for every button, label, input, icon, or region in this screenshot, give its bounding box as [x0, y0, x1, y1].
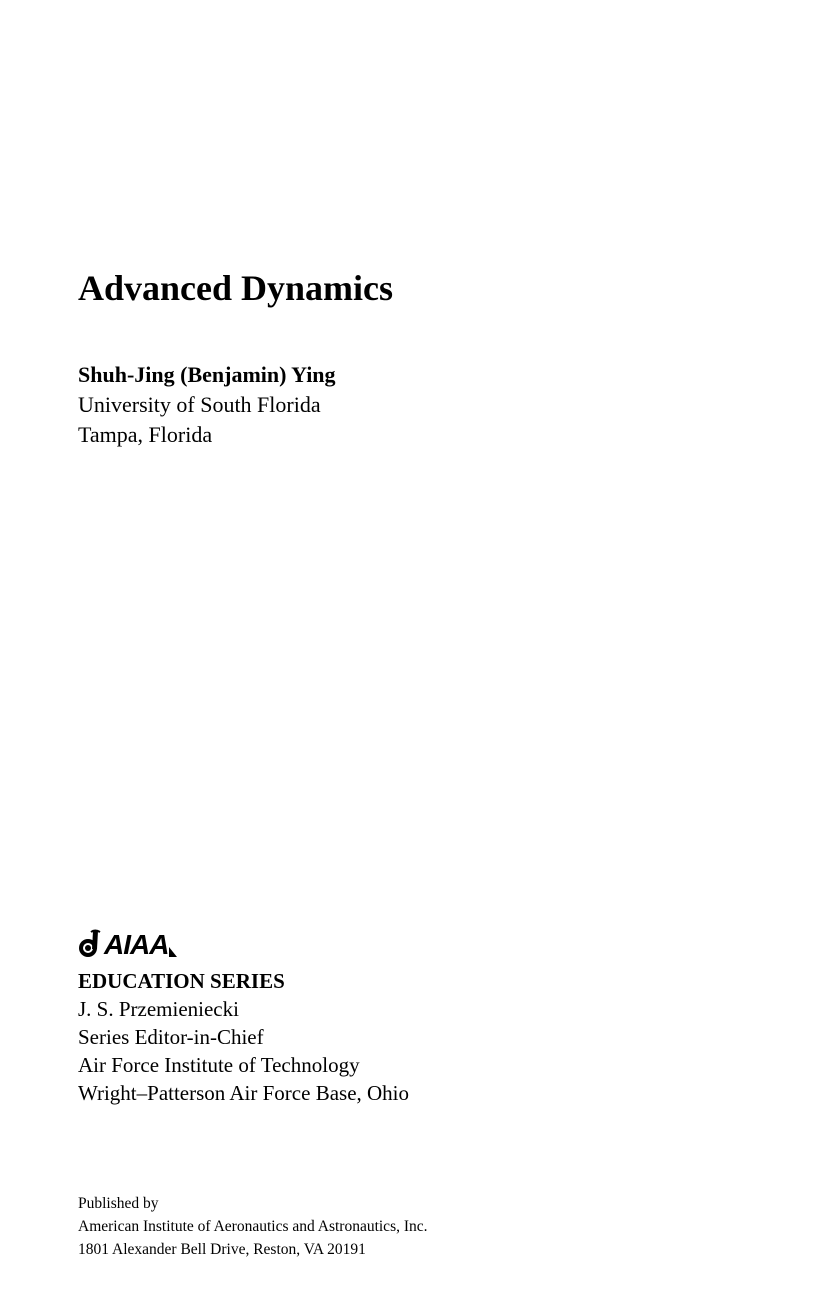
aiaa-logo	[78, 925, 409, 959]
publisher-address: 1801 Alexander Bell Drive, Reston, VA 20191	[78, 1241, 366, 1258]
publisher-label: Published by	[78, 1195, 159, 1212]
author-affiliation: University of South Florida	[78, 392, 321, 417]
book-title: Advanced Dynamics	[78, 268, 394, 308]
series-name: EDUCATION SERIES	[78, 969, 285, 993]
series-block	[78, 925, 409, 1107]
publisher-name: American Institute of Aeronautics and Astronautics, Inc.	[78, 1218, 428, 1235]
author-location: Tampa, Florida	[78, 422, 213, 447]
publisher-block	[78, 1192, 428, 1261]
series-editor-role: Series Editor-in-Chief	[78, 1025, 264, 1049]
author-block	[78, 360, 336, 450]
series-editor-institution: Air Force Institute of Technology	[78, 1053, 360, 1077]
author-name: Shuh-Jing (Benjamin) Ying	[78, 362, 336, 387]
aiaa-logo-icon	[78, 929, 102, 959]
series-editor: J. S. Przemieniecki	[78, 997, 239, 1021]
aiaa-logo-text: AIAA	[104, 929, 169, 960]
aiaa-logo-mark-icon	[169, 947, 177, 957]
series-editor-location: Wright–Patterson Air Force Base, Ohio	[78, 1081, 410, 1105]
